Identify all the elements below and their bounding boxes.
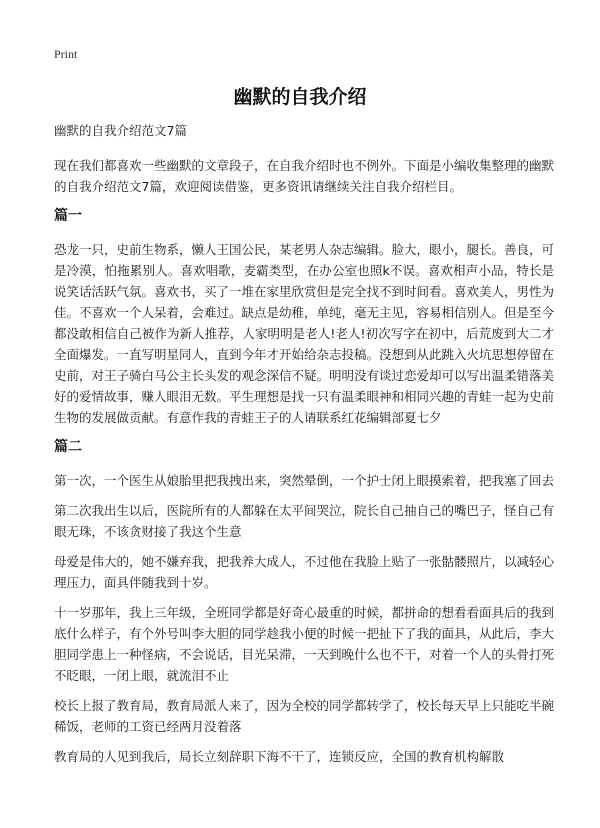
page-title: 幽默的自我介绍 bbox=[233, 86, 367, 108]
document-body bbox=[54, 120, 554, 776]
document-subtitle: 幽默的自我介绍范文7篇 bbox=[54, 123, 187, 138]
paragraph: 第二次我出生以后，医院所有的人都躲在太平间哭泣，院长自己抽自己的嘴巴子，怪自己有眼无珠，不该贪财接了我这个生意 bbox=[54, 503, 555, 539]
intro-paragraph: 现在我们都喜欢一些幽默的文章段子，在自我介绍时也不例外。下面是小编收集整理的幽默的自我介绍范文7篇，欢迎阅读借鉴，更多资讯请继续关注自我介绍栏目。 bbox=[54, 158, 555, 194]
paragraph: 十一岁那年，我上三年级，全班同学都是好奇心最重的时候，都拼命的想看看面具后的我到底什么样子，有个外号叫李大胆的同学趁我小便的时候一把扯下了我的面具，从此后，李大胆同学患上一种怪病，不会说话，目光呆滞，一天到晚什么也不干，对着一个人的头骨打死不眨眼，一闭上眼，就流泪不止 bbox=[54, 605, 555, 683]
section-heading-1: 篇一 bbox=[54, 208, 82, 224]
paragraph: 校长上报了教育局，教育局派人来了，因为全校的同学都转学了，校长每天早上只能吃半碗稀饭，老师的工资已经两月没着落 bbox=[54, 698, 555, 734]
paragraph: 教育局的人见到我后，局长立刻辞职下海不干了，连锁反应，全国的教育机构解散 bbox=[54, 749, 505, 764]
paragraph: 第一次，一个医生从娘胎里把我拽出来，突然晕倒，一个护士闭上眼摸索着，把我塞了回去 bbox=[54, 473, 555, 488]
print-label: Print bbox=[54, 47, 78, 61]
section-heading-2: 篇二 bbox=[54, 439, 82, 455]
paragraph: 恐龙一只，史前生物系，懒人王国公民，某老男人杂志编辑。脸大，眼小，腿长。善良，可是冷漠，怕拖累别人。喜欢唱歌，麦霸类型，在办公室也照k不误。喜欢相声小品，特长是说笑话活跃气氛。喜欢书，买了一堆在家里欣赏但是完全找不到时间看。喜欢美人，男性为佳。不喜欢一个人呆着，会难过。缺点是幼稚，单纯，毫无主见，容易相信别人。但是至今都没敢相信自己被作为新人推荐，人家明明是老人!老人!初次写字在初中，后荒废到大二才全面爆发。一直写明星同人，直到今年才开始给杂志投稿。没想到从此跳入火坑思想停留在史前，对王子骑白马公主长头发的观念深信不疑。明明没有谈过恋爱却可以写出温柔错落美好的爱情故事，赚人眼泪无数。平生理想是找一只有温柔眼神和相同兴趣的青蛙一起为史前生物的发展做贡献。有意作我的青蛙王子的人请联系红花编辑部夏七夕 bbox=[54, 242, 555, 425]
paragraph: 母爱是伟大的，她不嫌弃我，把我养大成人，不过他在我脸上贴了一张骷髅照片，以减轻心理压力，面具伴随我到十岁。 bbox=[54, 554, 555, 590]
